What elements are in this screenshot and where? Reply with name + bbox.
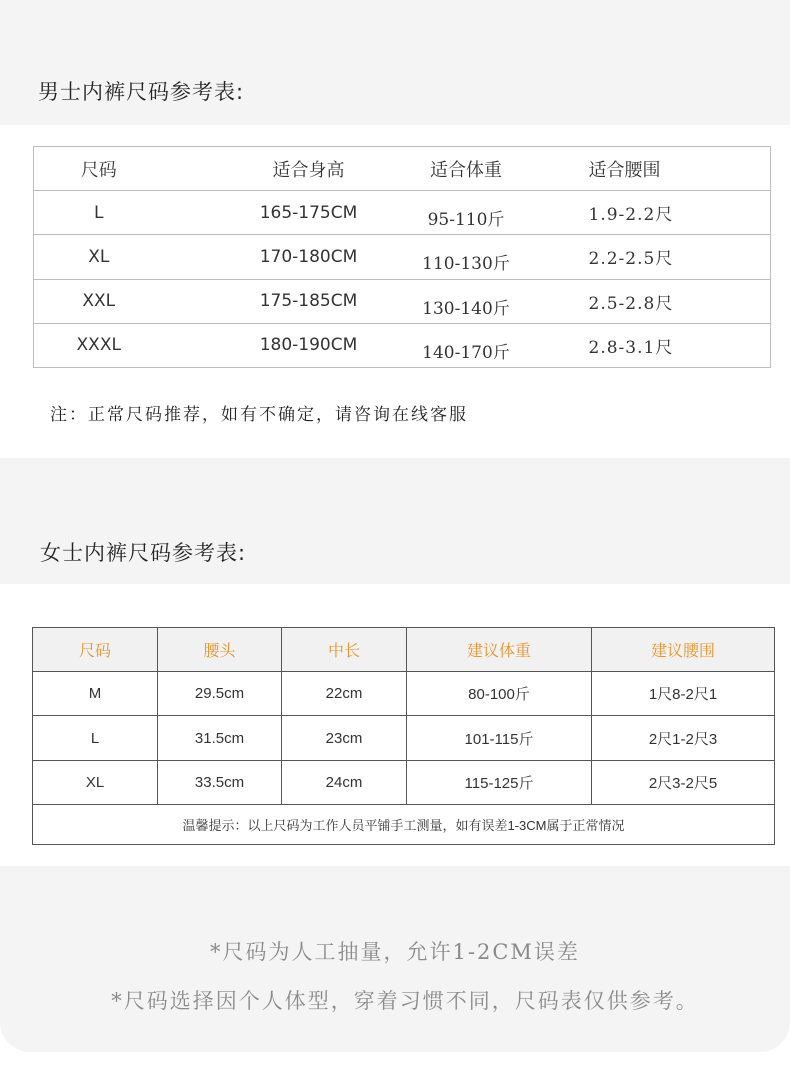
waist-cell: 2.8-3.1尺: [588, 337, 674, 358]
waistband-cell: 29.5cm: [158, 672, 282, 716]
waist-cell: 2.2-2.5尺: [549, 235, 771, 279]
size-cell: XL: [34, 235, 234, 279]
table-row: [34, 191, 771, 235]
women-size-table: [32, 627, 775, 845]
size-cell: XL: [33, 760, 158, 804]
table-row: [34, 235, 771, 279]
women-table-header-row: [33, 628, 775, 672]
women-header-size: 尺码: [33, 628, 158, 672]
men-size-table: [33, 146, 771, 368]
height-cell: 165-175CM: [234, 191, 384, 235]
size-cell: XXXL: [76, 335, 121, 356]
size-cell: L: [34, 191, 234, 235]
men-size-note: 注：正常尺码推荐，如有不确定，请咨询在线客服: [50, 405, 468, 425]
women-header-length: 中长: [282, 628, 407, 672]
waistband-cell: 31.5cm: [158, 716, 282, 760]
women-header-weight: 建议体重: [407, 628, 592, 672]
weight-cell: 95-110斤: [384, 191, 549, 235]
waist-cell: 2尺3-2尺5: [592, 760, 775, 804]
size-cell: M: [33, 672, 158, 716]
women-section-title: 女士内裤尺码参考表:: [40, 541, 247, 565]
top-band: [0, 0, 790, 125]
women-header-waistband: 腰头: [158, 628, 282, 672]
men-table-header-row: [34, 147, 771, 191]
table-row: [33, 716, 775, 760]
men-section-title: 男士内裤尺码参考表:: [38, 80, 245, 104]
footer-note-reference: *尺码选择因个人体型，穿着习惯不同，尺码表仅供参考。: [111, 989, 699, 1013]
men-header-waist: 适合腰围: [549, 147, 771, 191]
table-row: [33, 672, 775, 716]
waist-cell: 1尺8-2尺1: [592, 672, 775, 716]
weight-cell: 110-130斤: [384, 235, 549, 279]
men-header-size: 尺码: [34, 147, 234, 191]
women-size-tip: 温馨提示：以上尺码为工作人员平铺手工测量，如有误差1-3CM属于正常情况: [33, 804, 775, 844]
waist-cell: 2.5-2.8尺: [549, 279, 771, 323]
women-header-waist: 建议腰围: [592, 628, 775, 672]
length-cell: 23cm: [282, 716, 407, 760]
table-row: [34, 323, 771, 367]
footer-note-measurement: *尺码为人工抽量，允许1-2CM误差: [210, 940, 580, 964]
size-cell: L: [33, 716, 158, 760]
waistband-cell: 33.5cm: [158, 760, 282, 804]
height-cell: 180-190CM: [259, 335, 358, 356]
table-row: [33, 760, 775, 804]
weight-cell: 130-140斤: [384, 279, 549, 323]
waist-cell: 1.9-2.2尺: [549, 191, 771, 235]
height-cell: 175-185CM: [234, 279, 384, 323]
length-cell: 22cm: [282, 672, 407, 716]
men-header-height: 适合身高: [234, 147, 384, 191]
size-cell: XXL: [34, 279, 234, 323]
height-cell: 170-180CM: [234, 235, 384, 279]
length-cell: 24cm: [282, 760, 407, 804]
weight-cell: 80-100斤: [407, 672, 592, 716]
women-tip-row: [33, 804, 775, 844]
weight-cell: 115-125斤: [407, 760, 592, 804]
weight-cell: 140-170斤: [422, 342, 510, 363]
table-row: [34, 279, 771, 323]
weight-cell: 101-115斤: [407, 716, 592, 760]
men-header-weight: 适合体重: [384, 147, 549, 191]
waist-cell: 2尺1-2尺3: [592, 716, 775, 760]
